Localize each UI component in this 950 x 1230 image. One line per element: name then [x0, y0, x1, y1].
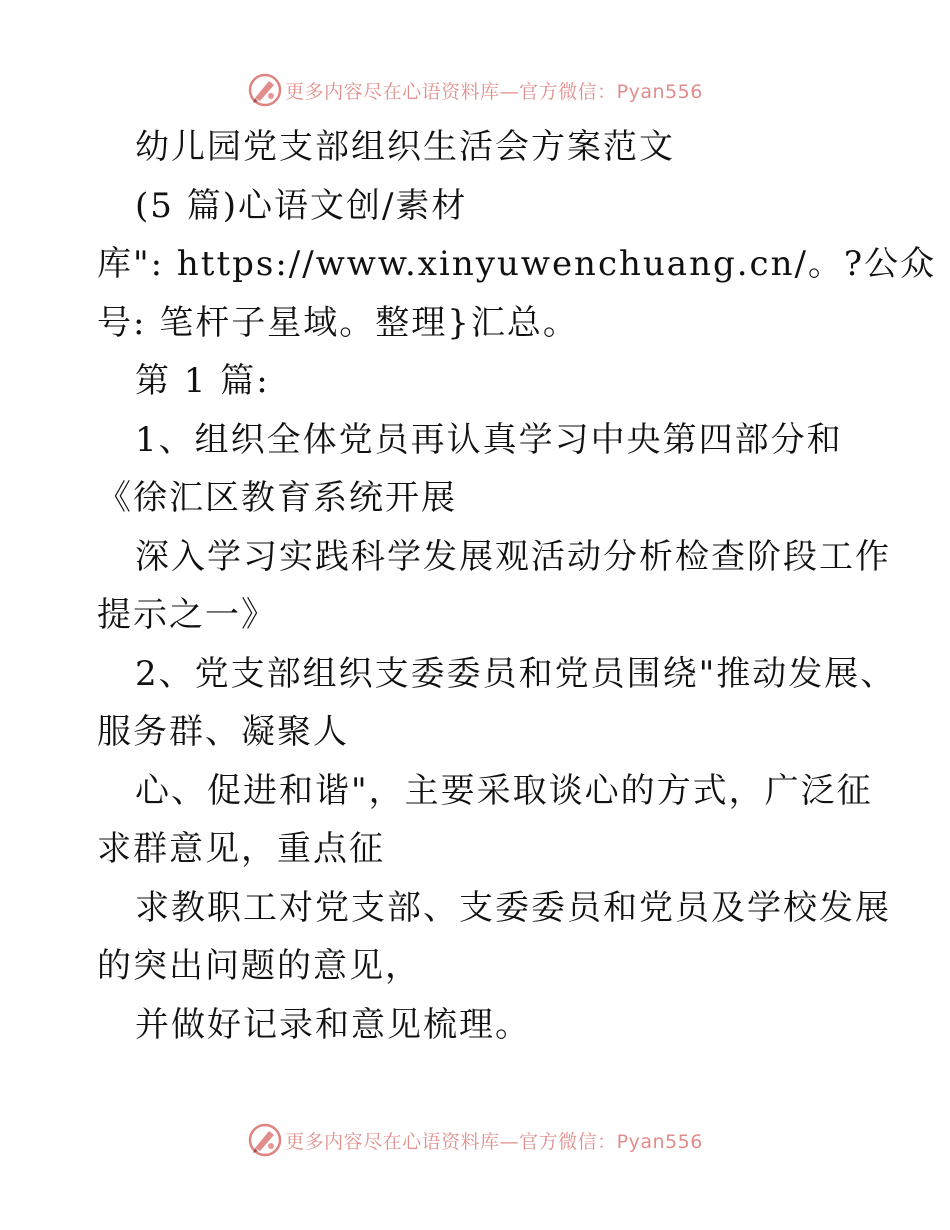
watermark-account: Pyan556	[616, 80, 703, 103]
pen-seal-logo-icon	[247, 72, 283, 108]
text-line: 深入学习实践科学发展观活动分析检查阶段工作	[135, 536, 891, 577]
text-line: 求群意见，重点征	[97, 829, 385, 869]
watermark-account: Pyan556	[616, 1130, 703, 1153]
text-line: 提示之一》	[97, 595, 277, 635]
text-line: 幼儿园党支部组织生活会方案范文	[135, 127, 675, 167]
header-watermark-banner	[0, 70, 950, 110]
text-line: 求教职工对党支部、支委委员和党员及学校发展	[135, 887, 891, 928]
text-line: 第 1 篇:	[135, 361, 270, 401]
text-line: 1、组织全体党员再认真学习中央第四部分和	[135, 419, 843, 460]
text-line: 2、党支部组织支委委员和党员围绕"推动发展、	[135, 653, 897, 694]
text-line: 服务群、凝聚人	[97, 712, 349, 752]
document-body	[97, 118, 937, 1054]
text-line: 心、促进和谐"，主要采取谈心的方式，广泛征	[135, 770, 873, 811]
text-line: 库": https://www.xinyuwenchuang.cn/。?公众	[97, 244, 937, 284]
footer-watermark-banner	[0, 1120, 950, 1160]
text-line: 的突出问题的意见，	[97, 946, 421, 986]
text-line: 《徐汇区教育系统开展	[97, 478, 457, 518]
watermark-text: 更多内容尽在心语资料库—官方微信：	[285, 80, 617, 103]
text-line: 并做好记录和意见梳理。	[135, 1004, 531, 1045]
text-line: 号: 笔杆子星域。整理}汇总。	[97, 302, 579, 343]
watermark-text: 更多内容尽在心语资料库—官方微信：	[285, 1130, 617, 1153]
text-line: (5 篇)心语文创/素材	[135, 185, 468, 226]
pen-seal-logo-icon	[247, 1122, 283, 1158]
